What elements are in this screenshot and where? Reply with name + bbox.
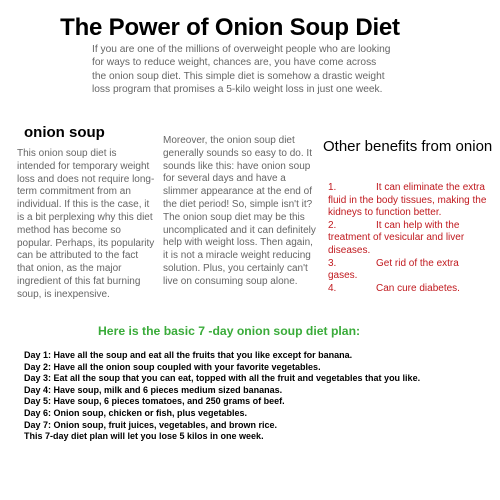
diet-plan-day-4: Day 4: Have soup, milk and 6 pieces medium sized bananas. [24,384,283,395]
benefit-item [328,283,488,296]
benefit-text: It can eliminate the extra fluid in the body tissues, making the kidneys to function better. [328,182,487,219]
benefit-number: 3. [328,257,337,269]
benefit-text: Can cure diabetes. [376,282,460,294]
onion-soup-heading: onion soup [24,124,105,141]
intro-paragraph: If you are one of the millions of overweight people who are looking for ways to reduce weight, chances are, you have come across the onion soup diet. This simple diet is somehow a drastic weight loss program that promises a 5-kilo weight loss in just one week. [92,44,391,96]
diet-plan-day-6: Day 6: Onion soup, chicken or fish, plus vegetables. [24,407,248,418]
benefit-item [328,182,488,220]
benefit-number: 4. [328,282,337,294]
diet-plan-day-1: Day 1: Have all the soup and eat all the fruits that you like except for banana. [24,350,353,360]
diet-plan-list [24,350,494,443]
page-title: The Power of Onion Soup Diet [60,14,400,41]
benefit-text: Get rid of the extra gases. [328,257,459,282]
onion-soup-paragraph: This onion soup diet is intended for temporary weight loss and does not require long-term commitment from an individual. If this is the case, it is a bit perplexing why this diet method has become so popular. Perhaps, its popularity can be attributed to the fact that onion, as the major ingredient of this fat burning soup, is inexpensive. [17,148,155,300]
middle-paragraph-2: The onion soup diet may be this uncomplicated and it can definitely help with weight loss. Then again, it is not a miracle weight reducing solution. Plus, you certainly can't live on consuming soup alone. [163,211,316,287]
diet-plan-day-7: Day 7: Onion soup, fruit juices, vegetables, and brown rice. [24,419,278,430]
middle-paragraph-1: Moreover, the onion soup diet generally sounds so easy to do. It sounds like this: have onion soup for several days and have a slimmer appearance at the end of the diet period! So, simple isn't it? [163,135,313,210]
benefit-text: It can help with the treatment of vesicular and liver diseases. [328,219,465,256]
benefits-heading: Other benefits from onion [323,138,493,155]
diet-plan-summary: This 7-day diet plan will let you lose 5 kilos in one week. [24,431,264,442]
diet-plan-day-5: Day 5: Have soup, 6 pieces tomatoes, and 250 grams of beef. [24,396,285,407]
benefit-number: 2. [328,219,337,231]
diet-plan-heading: Here is the basic 7 -day onion soup diet plan: [98,324,361,338]
benefits-list [328,182,488,295]
middle-column [163,135,319,289]
diet-plan-day-2: Day 2: Have all the onion soup coupled with your favorite vegetables. [24,361,321,372]
benefit-item [328,220,488,258]
benefit-number: 1. [328,182,337,193]
diet-plan-day-3: Day 3: Eat all the soup that you can eat, topped with all the fruit and vegetables that you like. [24,373,421,384]
benefit-item [328,258,488,283]
